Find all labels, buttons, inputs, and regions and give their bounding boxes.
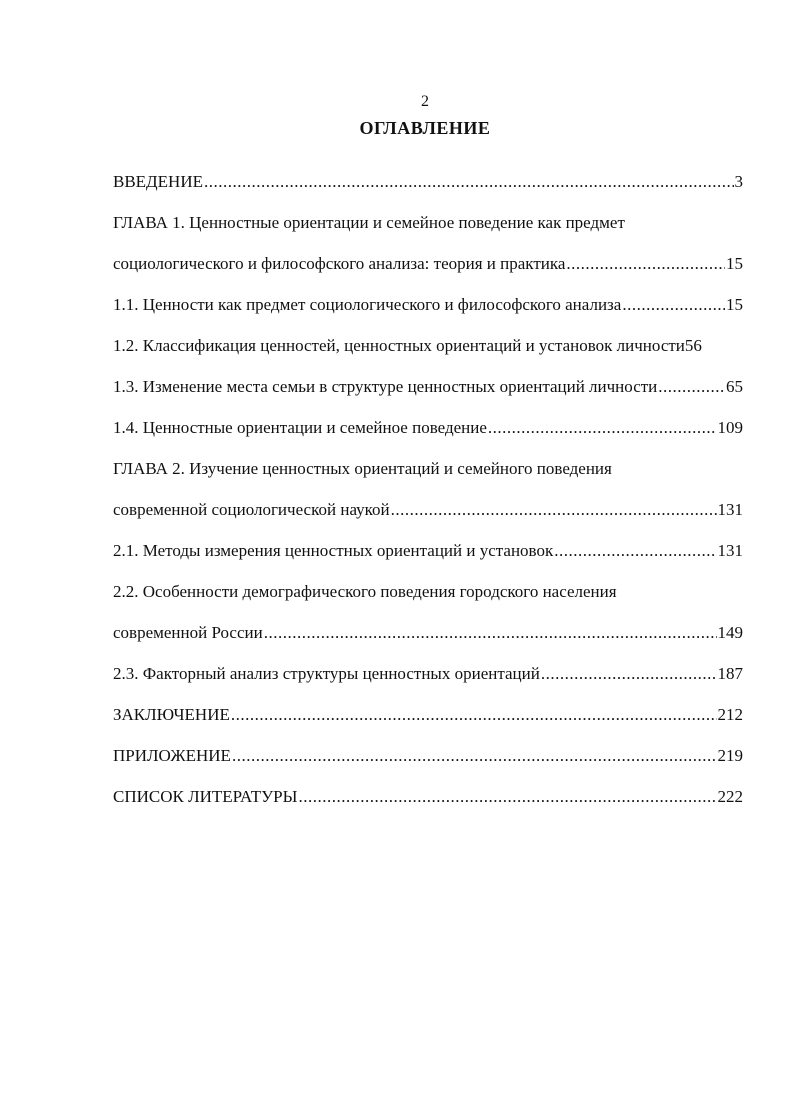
table-of-contents: [113, 168, 743, 824]
toc-entry-appendix[interactable]: [113, 742, 743, 783]
toc-entry-1-3[interactable]: [113, 373, 743, 414]
toc-entry-text: ГЛАВА 2. Изучение ценностных ориентаций и семейного поведения: [113, 459, 612, 478]
toc-entry-chapter-1[interactable]: [113, 250, 743, 291]
dot-leader: [264, 619, 717, 647]
toc-entry-page: 15: [726, 254, 743, 273]
dot-leader: [622, 291, 725, 319]
dot-leader: [298, 783, 716, 811]
toc-entry-page: 131: [717, 541, 743, 560]
toc-entry-text: СПИСОК ЛИТЕРАТУРЫ: [113, 787, 298, 806]
toc-entry-text: 1.3. Изменение места семьи в структуре ценностных ориентаций личности: [113, 377, 658, 396]
toc-entry-chapter-2[interactable]: [113, 496, 743, 537]
toc-entry-2-3[interactable]: [113, 660, 743, 701]
toc-entry-1-2[interactable]: [113, 332, 743, 373]
dot-leader: [204, 168, 734, 196]
toc-entry-introduction[interactable]: [113, 168, 743, 209]
toc-entry-text: 1.2. Классификация ценностей, ценностных ориентаций и установок личности: [113, 336, 685, 355]
toc-entry-text: ГЛАВА 1. Ценностные ориентации и семейное поведение как предмет: [113, 213, 625, 232]
toc-entry-2-1[interactable]: [113, 537, 743, 578]
toc-entry-1-4[interactable]: [113, 414, 743, 455]
dot-leader: [554, 537, 716, 565]
toc-entry-text: 2.2. Особенности демографического поведения городского населения: [113, 582, 617, 601]
toc-entry-page: 212: [717, 705, 743, 724]
toc-entry-page: 131: [717, 500, 743, 519]
toc-entry-chapter-2-line-1[interactable]: [113, 455, 743, 496]
page-number: 2: [421, 93, 429, 110]
dot-leader: [658, 373, 725, 401]
dot-leader: [391, 496, 717, 524]
toc-entry-page: 56: [684, 336, 702, 355]
toc-entry-1-1[interactable]: [113, 291, 743, 332]
dot-leader: [566, 250, 725, 278]
toc-entry-text: социологического и философского анализа: теория и практика: [113, 254, 566, 273]
toc-entry-text: современной социологической наукой: [113, 500, 390, 519]
toc-entry-text: ВВЕДЕНИЕ: [113, 172, 203, 191]
toc-entry-page: 109: [717, 418, 743, 437]
toc-entry-text: 1.1. Ценности как предмет социологического и философского анализа: [113, 295, 622, 314]
toc-entry-text: ЗАКЛЮЧЕНИЕ: [113, 705, 230, 724]
toc-entry-chapter-1-line-1[interactable]: [113, 209, 743, 250]
toc-entry-text: 2.1. Методы измерения ценностных ориентаций и установок: [113, 541, 554, 560]
toc-entry-page: 3: [734, 172, 743, 191]
toc-entry-conclusion[interactable]: [113, 701, 743, 742]
toc-entry-text: 2.3. Факторный анализ структуры ценностных ориентаций: [113, 664, 540, 683]
toc-entry-text: 1.4. Ценностные ориентации и семейное поведение: [113, 418, 487, 437]
dot-leader: [541, 660, 717, 688]
toc-entry-2-2[interactable]: [113, 619, 743, 660]
toc-entry-text: ПРИЛОЖЕНИЕ: [113, 746, 231, 765]
toc-entry-page: 65: [726, 377, 743, 396]
dot-leader: [232, 742, 717, 770]
toc-entry-page: 149: [717, 623, 743, 642]
toc-entry-page: 222: [717, 787, 743, 806]
toc-entry-page: 219: [717, 746, 743, 765]
toc-entry-bibliography[interactable]: [113, 783, 743, 824]
dot-leader: [488, 414, 717, 442]
dot-leader: [231, 701, 717, 729]
toc-entry-page: 15: [726, 295, 743, 314]
toc-entry-page: 187: [717, 664, 743, 683]
toc-entry-text: современной России: [113, 623, 263, 642]
toc-entry-2-2-line-1[interactable]: [113, 578, 743, 619]
page-title: ОГЛАВЛЕНИЕ: [359, 118, 491, 138]
